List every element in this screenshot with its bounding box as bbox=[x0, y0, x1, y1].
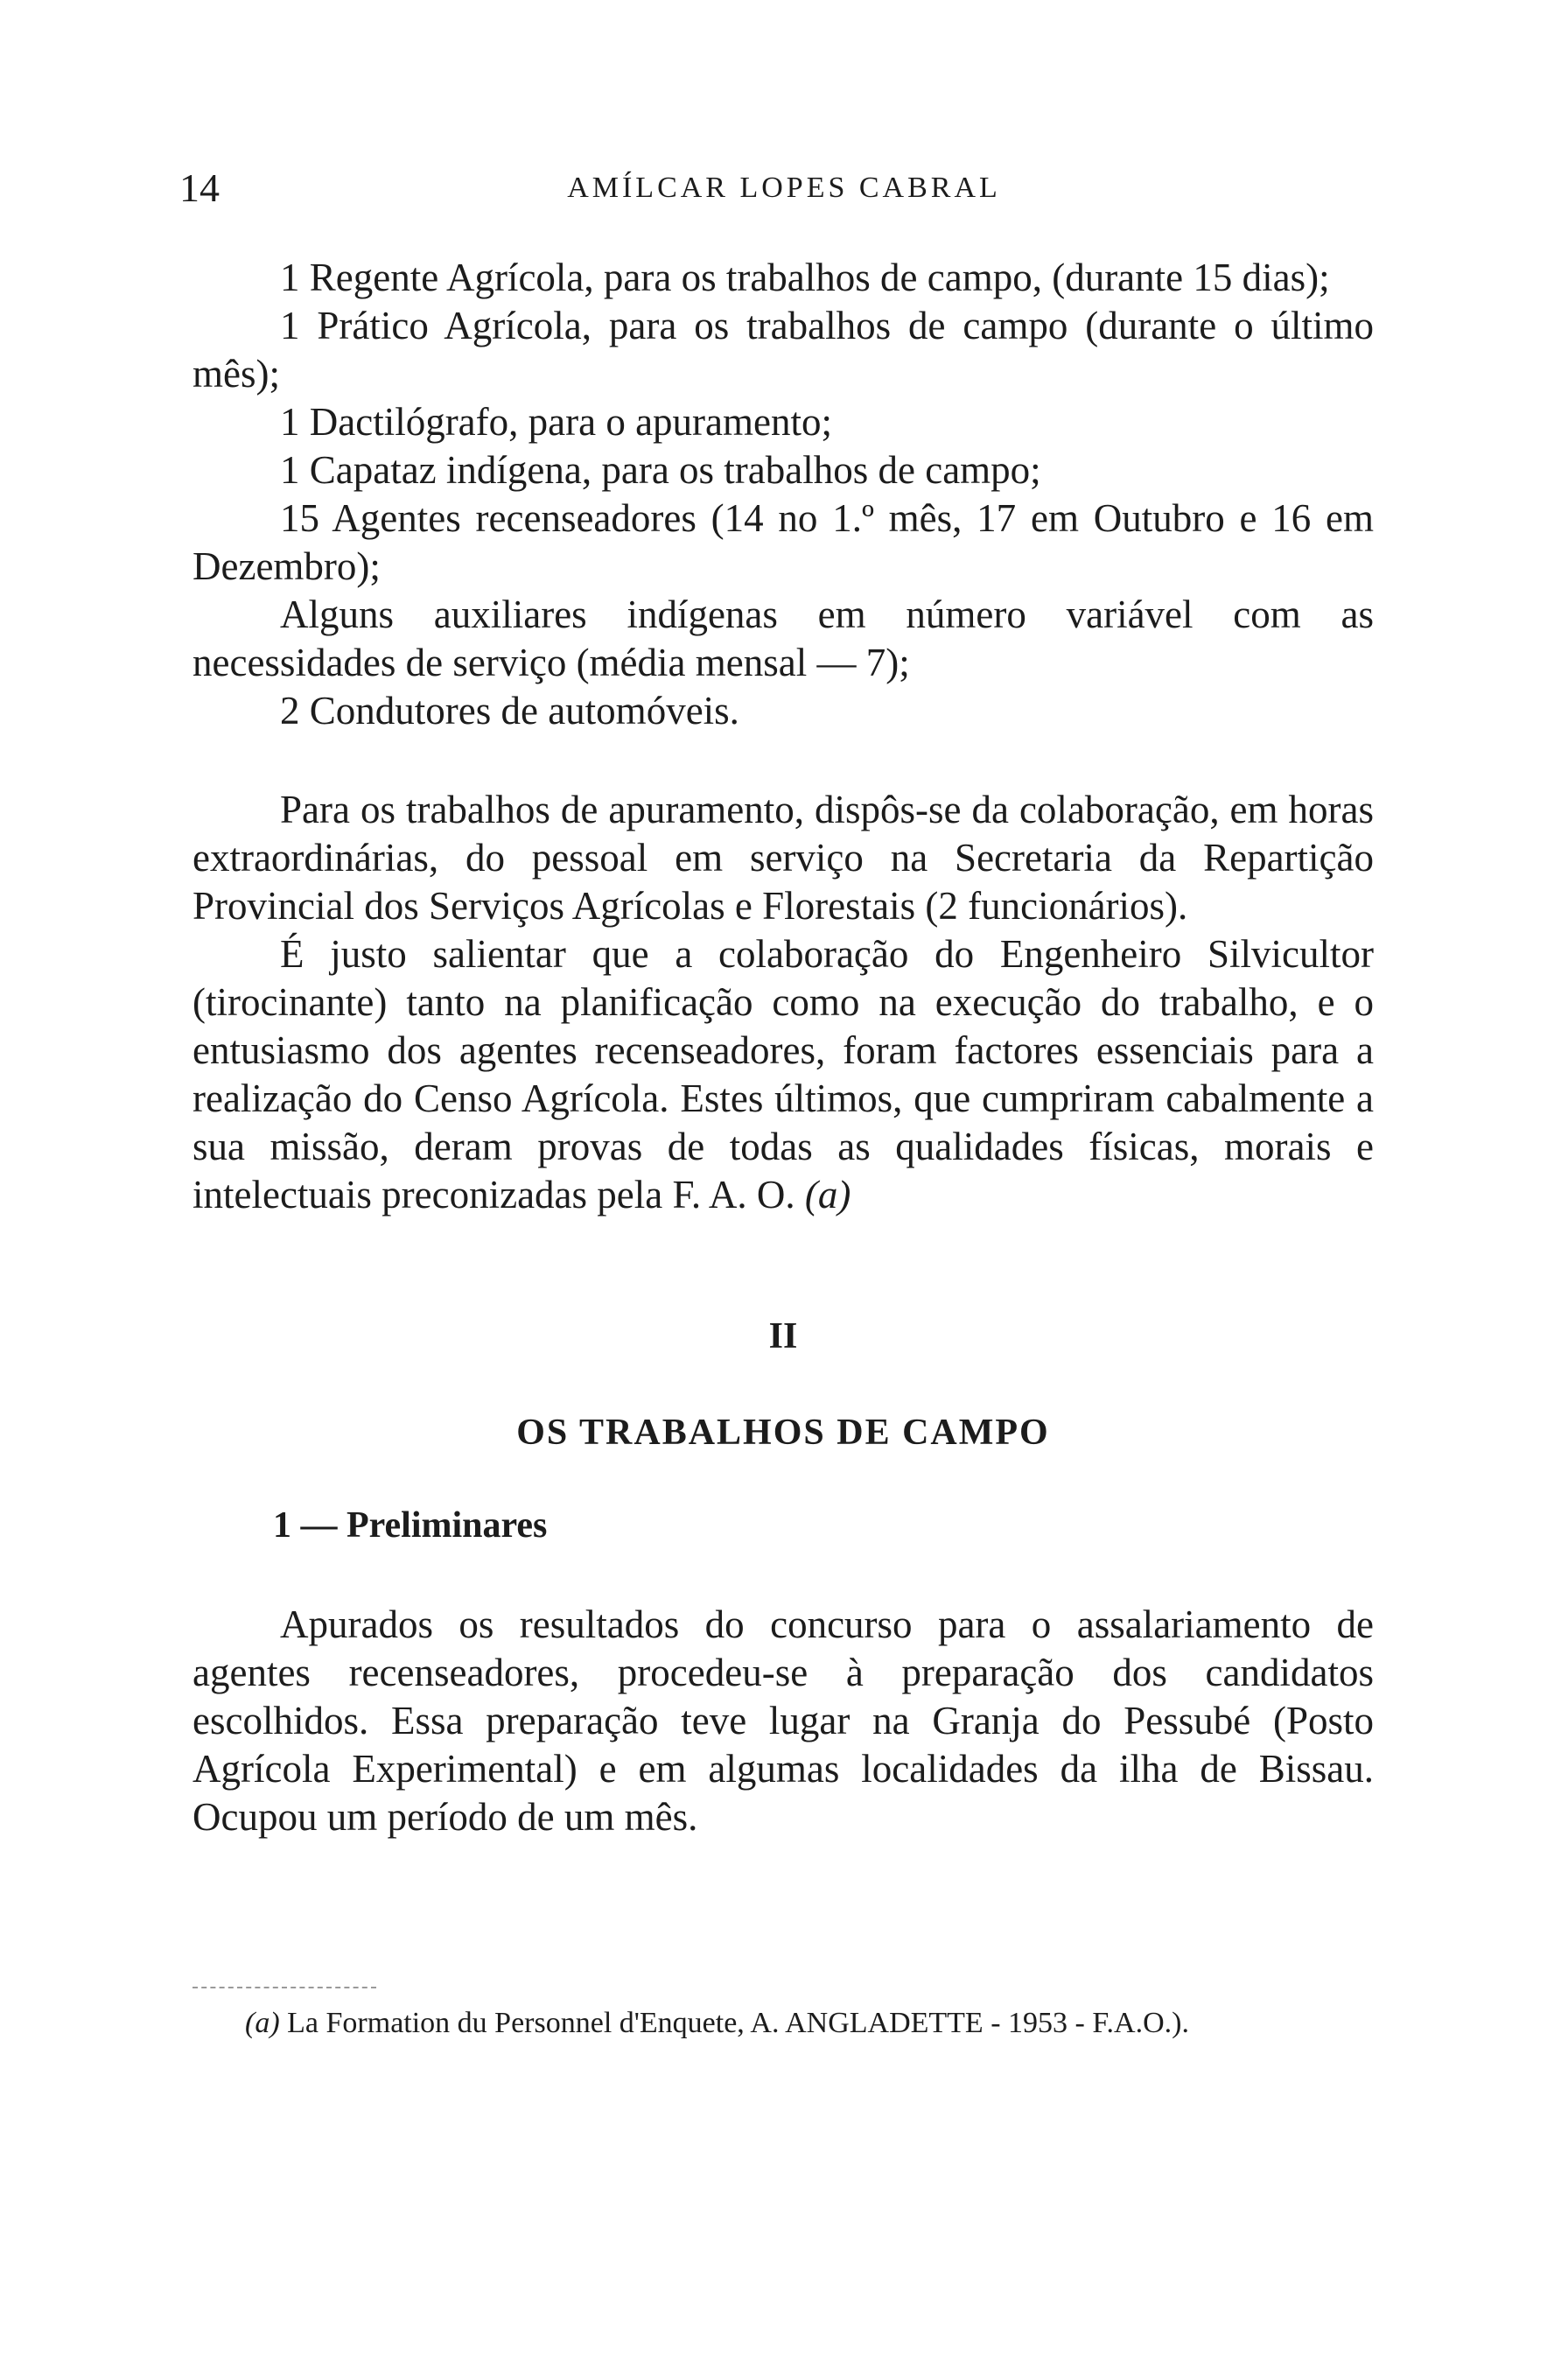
page-body bbox=[192, 254, 1374, 1841]
footnote-marker: (a) bbox=[245, 2007, 280, 2039]
footnote-text: La Formation du Personnel d'Enquete, A. ANGLADETTE - 1953 - F.A.O.). bbox=[287, 2007, 1189, 2039]
paragraph-justo bbox=[192, 930, 1374, 1219]
staff-item: Alguns auxiliares indígenas em número variável com as necessidades de serviço (média mensal — 7); bbox=[192, 593, 1374, 684]
section-title: OS TRABALHOS DE CAMPO bbox=[516, 1413, 1050, 1453]
page-header bbox=[0, 165, 1568, 208]
staff-list bbox=[192, 254, 1374, 735]
paragraph-apuramento: Para os trabalhos de apuramento, dispôs-se da colaboração, em horas extraordinárias, do pessoal em serviço na Secretaria da Repartição Provincial dos Serviços Agrícolas e Florestais (2 funcionários). bbox=[192, 788, 1374, 928]
paragraph-preliminares: Apurados os resultados do concurso para o assalariamento de agentes recenseadores, procedeu-se à preparação dos candidatos escolhidos. Essa preparação teve lugar na Granja do Pessubé (Posto Agrícola Experimental) e em algumas localidades da ilha de Bissau. Ocupou um período de um mês. bbox=[192, 1602, 1374, 1839]
staff-item: 1 Capataz indígena, para os trabalhos de campo; bbox=[280, 448, 1041, 492]
subsection-heading: 1 — Preliminares bbox=[273, 1505, 548, 1546]
footnote-reference: (a) bbox=[804, 1173, 851, 1217]
running-head: AMÍLCAR LOPES CABRAL bbox=[567, 172, 1001, 204]
staff-item: 1 Prático Agrícola, para os trabalhos de campo (durante o último mês); bbox=[192, 304, 1374, 396]
footnote-divider bbox=[192, 1987, 376, 1988]
page-number: 14 bbox=[179, 165, 220, 210]
staff-item: 15 Agentes recenseadores (14 no 1.º mês, 17 em Outubro e 16 em Dezembro); bbox=[192, 496, 1374, 588]
staff-item: 1 Dactilógrafo, para o apuramento; bbox=[280, 400, 832, 444]
footnote bbox=[245, 2004, 1382, 2043]
staff-item: 1 Regente Agrícola, para os trabalhos de campo, (durante 15 dias); bbox=[280, 256, 1330, 299]
section-number: II bbox=[768, 1316, 798, 1357]
paragraph-justo-text: É justo salientar que a colaboração do Engenheiro Silvicultor (tirocinante) tanto na planificação como na execução do trabalho, e o entusiasmo dos agentes recenseadores, foram factores essenciais para a realização do Censo Agrícola. Estes últimos, que cumpriram cabalmente a sua missão, deram provas de todas as qualidades físicas, morais e intelectuais preconizadas pela F. A. O. bbox=[192, 932, 1374, 1217]
staff-item: 2 Condutores de automóveis. bbox=[280, 689, 739, 733]
